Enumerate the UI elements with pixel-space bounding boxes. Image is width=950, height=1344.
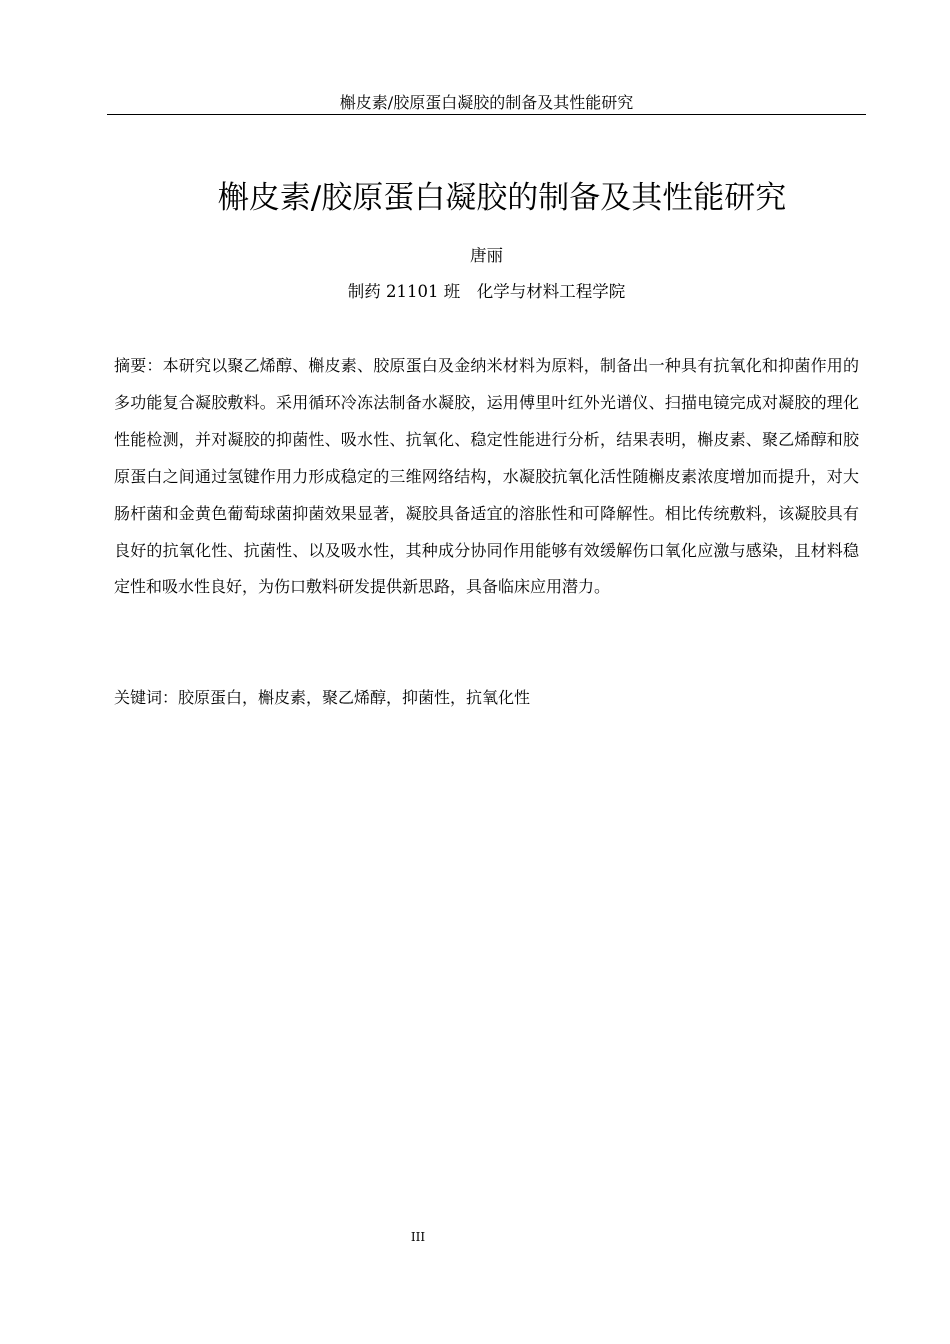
abstract-text: 本研究以聚乙烯醇、槲皮素、胶原蛋白及金纳米材料为原料，制备出一种具有抗氧化和抑菌作用的多功能复合凝胶敷料。采用循环冷冻法制备水凝胶，运用傅里叶红外光谱仪、扫描电镜完成对凝胶的理化性能检测，并对凝胶的抑菌性、吸水性、抗氧化、稳定性能进行分析，结果表明，槲皮素、聚乙烯醇和胶原蛋白之间通过氢键作用力形成稳定的三维网络结构，水凝胶抗氧化活性随槲皮素浓度增加而提升，对大肠杆菌和金黄色葡萄球菌抑菌效果显著，凝胶具备适宜的溶胀性和可降解性。相比传统敷料，该凝胶具有良好的抗氧化性、抗菌性、以及吸水性，其种成分协同作用能够有效缓解伤口氧化应激与感染，且材料稳定性和吸水性良好，为伤口敷料研发提供新思路，具备临床应用潜力。 (114, 356, 859, 597)
paper-title: 槲皮素/胶原蛋白凝胶的制备及其性能研究 (217, 180, 787, 216)
author-affiliation: 制药 21101 班 化学与材料工程学院 (347, 282, 626, 301)
abstract-paragraph (114, 348, 859, 606)
running-header: 槲皮素/胶原蛋白凝胶的制备及其性能研究 (339, 93, 634, 112)
page-number: III (410, 1230, 426, 1244)
keywords-label: 关键词： (114, 688, 179, 707)
author-name: 唐丽 (470, 246, 503, 265)
keywords-text: 胶原蛋白，槲皮素，聚乙烯醇，抑菌性，抗氧化性 (178, 688, 531, 707)
abstract-label: 摘要： (114, 356, 163, 375)
header-rule (107, 114, 866, 115)
keywords-line (114, 680, 859, 716)
